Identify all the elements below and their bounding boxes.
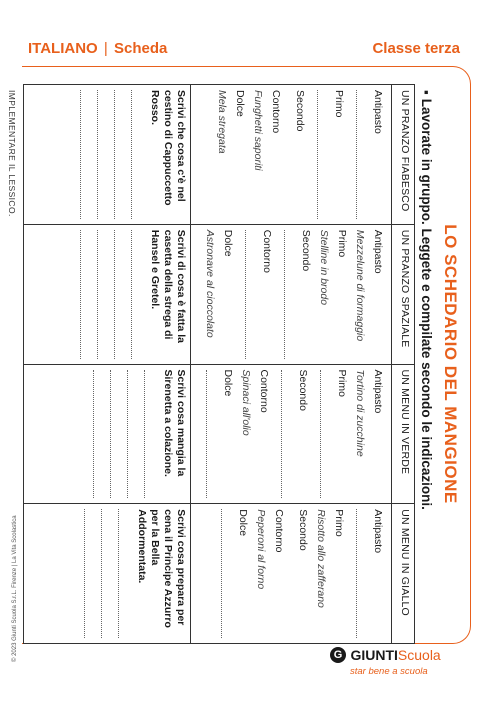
course-label: Contorno (261, 229, 273, 273)
course-label: Primo (333, 509, 345, 537)
fill-line[interactable] (317, 90, 326, 219)
menu-row (191, 85, 392, 644)
fill-line[interactable] (356, 509, 365, 638)
fill-line[interactable] (245, 230, 254, 359)
header-subject-section (28, 40, 167, 57)
course-value: Funghetti saporiti (252, 90, 264, 171)
task-cell (24, 85, 191, 225)
subject-label: ITALIANO (28, 40, 98, 57)
course-value: Stelline in brodo (318, 229, 330, 306)
course-label: Dolce (237, 509, 249, 537)
column-header: UN PRANZO SPAZIALE (392, 224, 415, 364)
fill-line[interactable] (221, 509, 230, 638)
answer-line[interactable] (97, 90, 108, 219)
course-value: Astronave al cioccolato (204, 229, 216, 338)
course-label: Contorno (273, 509, 285, 553)
course-label: Secondo (300, 229, 312, 272)
answer-line[interactable] (97, 230, 108, 359)
task-text: Scrivi che cosa c'è nel cestino di Cappuccetto Rosso. (149, 90, 187, 206)
footnote: IMPLEMENTARE IL LESSICO. (7, 90, 17, 217)
course-label: Contorno (258, 369, 270, 413)
menu-cell (191, 224, 392, 364)
course-label: Antipasto (372, 509, 384, 554)
answer-line[interactable] (114, 90, 125, 219)
answer-line[interactable] (127, 370, 138, 499)
column-header: UN MENU IN GIALLO (392, 504, 415, 644)
column-header: UN PRANZO FIABESCO (392, 85, 415, 225)
task-cell (24, 224, 191, 364)
course-label: Antipasto (372, 229, 384, 274)
fill-line[interactable] (206, 370, 215, 499)
course-label: Primo (333, 90, 345, 118)
answer-line[interactable] (84, 509, 95, 638)
fill-line[interactable] (281, 370, 290, 499)
instructions-text: Lavorate in gruppo. Leggete e compilate secondo le indicazioni. (419, 98, 434, 510)
task-row (24, 85, 191, 644)
menu-cell (191, 504, 392, 644)
course-label: Primo (336, 229, 348, 258)
task-cell (24, 364, 191, 504)
brand-bold: GIUNTI (350, 646, 398, 663)
task-text: Scrivi di cosa è fatta la casetta della strega di Hansel e Gretel. (149, 229, 187, 343)
section-label: Scheda (113, 40, 168, 57)
answer-line[interactable] (80, 90, 91, 219)
answer-line[interactable] (93, 370, 104, 499)
task-text: Scrivi cosa prepara per cena il Principe Azzurro per la Bella Addormentata. (136, 509, 187, 628)
fill-line[interactable] (284, 230, 293, 359)
course-label: Dolce (234, 90, 246, 117)
course-label: Primo (336, 369, 348, 397)
copyright-text: © 2023 Giunti Scuola S.r.L. Firenze | La Vita Scolastica (12, 515, 18, 662)
course-label: Contorno (270, 90, 282, 134)
answer-line[interactable] (101, 509, 112, 638)
answer-line[interactable] (110, 370, 121, 499)
bullet-icon: ▪ (419, 90, 434, 95)
menu-cell (191, 364, 392, 504)
menu-cell (191, 85, 392, 225)
course-label: Secondo (297, 509, 309, 551)
answer-line[interactable] (114, 230, 125, 359)
task-cell (24, 504, 191, 644)
course-label: Antipasto (372, 369, 384, 414)
instructions (419, 90, 434, 644)
menu-table (23, 84, 415, 644)
class-label: Classe terza (372, 40, 460, 57)
course-value: Mela stregata (216, 90, 228, 154)
answer-line[interactable] (131, 90, 142, 219)
course-label: Secondo (297, 369, 309, 411)
task-text: Scrivi cosa mangia la Sirenetta a colazione. (162, 369, 187, 477)
course-label: Antipasto (372, 90, 384, 134)
course-label: Dolce (222, 229, 234, 257)
answer-line[interactable] (144, 370, 155, 499)
page-title: LO SCHEDARIO DEL MANGIONE (441, 224, 460, 504)
publisher-logo (330, 646, 441, 677)
course-value: Tortino di zucchine (354, 369, 366, 457)
brand-light: Scuola (397, 646, 441, 663)
course-value: Peperoni al forno (255, 509, 267, 590)
fill-line[interactable] (320, 370, 329, 499)
answer-line[interactable] (131, 230, 142, 359)
course-label: Dolce (222, 369, 234, 397)
brand-tagline: star bene a scuola (350, 666, 428, 677)
fill-line[interactable] (356, 90, 365, 219)
course-value: Mezzelune di formaggio (354, 229, 366, 342)
giunti-logo-icon: G (330, 647, 346, 663)
table-header-row (392, 85, 415, 644)
answer-line[interactable] (80, 230, 91, 359)
column-header: UN MENU IN VERDE (392, 364, 415, 504)
course-value: Spinaci all'olio (240, 369, 252, 436)
header-separator: | (103, 40, 108, 57)
course-label: Secondo (294, 90, 306, 132)
answer-line[interactable] (118, 509, 129, 638)
course-value: Risotto allo zafferano (315, 509, 327, 608)
